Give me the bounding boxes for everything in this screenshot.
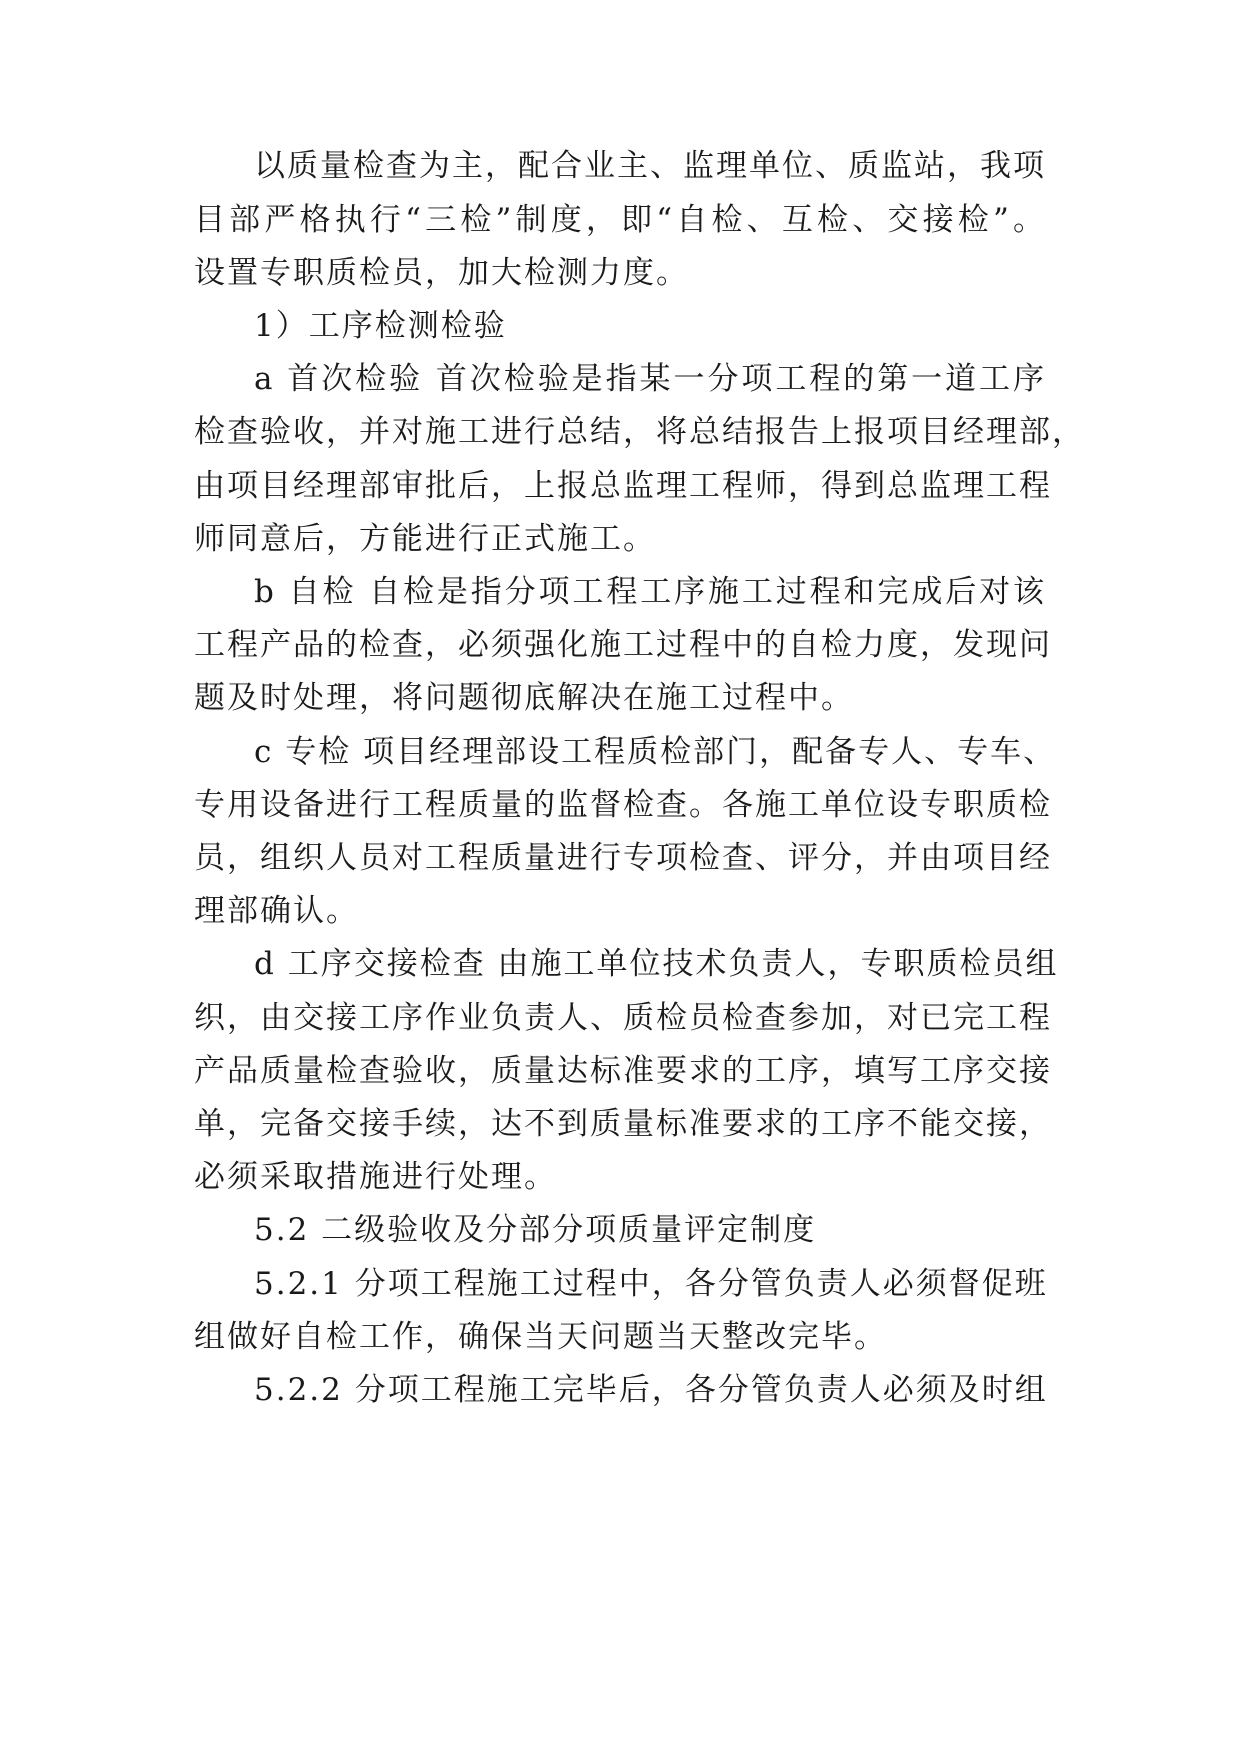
section-heading: 5.2 二级验收及分部分项质量评定制度: [254, 1212, 817, 1248]
text-line: c 专检 项目经理部设工程质检部门，配备专人、专车、: [254, 734, 1057, 770]
text-line: 设置专职质检员，加大检测力度。: [194, 255, 689, 291]
text-line: 工程产品的检查，必须强化施工过程中的自检力度，发现问: [194, 627, 1052, 663]
text-line: 产品质量检查验收，质量达标准要求的工序，填写工序交接: [194, 1053, 1052, 1089]
text-line: d 工序交接检查 由施工单位技术负责人，专职质检员组: [254, 946, 1059, 982]
section-heading: 1）工序检测检验: [254, 308, 507, 344]
text-line: 题及时处理，将问题彻底解决在施工过程中。: [194, 680, 854, 716]
text-line: 目部严格执行“三检”制度，即“自检、互检、交接检”。: [194, 202, 1046, 238]
text-line: 由项目经理部审批后，上报总监理工程师，得到总监理工程: [194, 468, 1052, 504]
text-line: 检查验收，并对施工进行总结，将总结报告上报项目经理部，: [194, 414, 1085, 450]
text-line: 5.2.1 分项工程施工过程中，各分管负责人必须督促班: [254, 1266, 1048, 1302]
text-line: 理部确认。: [194, 893, 359, 929]
text-line: 组做好自检工作，确保当天问题当天整改完毕。: [194, 1319, 887, 1355]
text-line: 单，完备交接手续，达不到质量标准要求的工序不能交接，: [194, 1106, 1052, 1142]
text-line: 师同意后，方能进行正式施工。: [194, 521, 656, 557]
text-line: b 自检 自检是指分项工程工序施工过程和完成后对该: [254, 574, 1046, 610]
text-line: 织，由交接工序作业负责人、质检员检查参加，对已完工程: [194, 1000, 1052, 1036]
text-line: 专用设备进行工程质量的监督检查。各施工单位设专职质检: [194, 787, 1052, 823]
text-line: a 首次检验 首次检验是指某一分项工程的第一道工序: [254, 361, 1046, 397]
text-line: 必须采取措施进行处理。: [194, 1159, 557, 1195]
text-line: 5.2.2 分项工程施工完毕后，各分管负责人必须及时组: [254, 1372, 1048, 1408]
text-line: 以质量检查为主，配合业主、监理单位、质监站，我项: [254, 148, 1046, 184]
text-line: 员，组织人员对工程质量进行专项检查、评分，并由项目经: [194, 840, 1052, 876]
